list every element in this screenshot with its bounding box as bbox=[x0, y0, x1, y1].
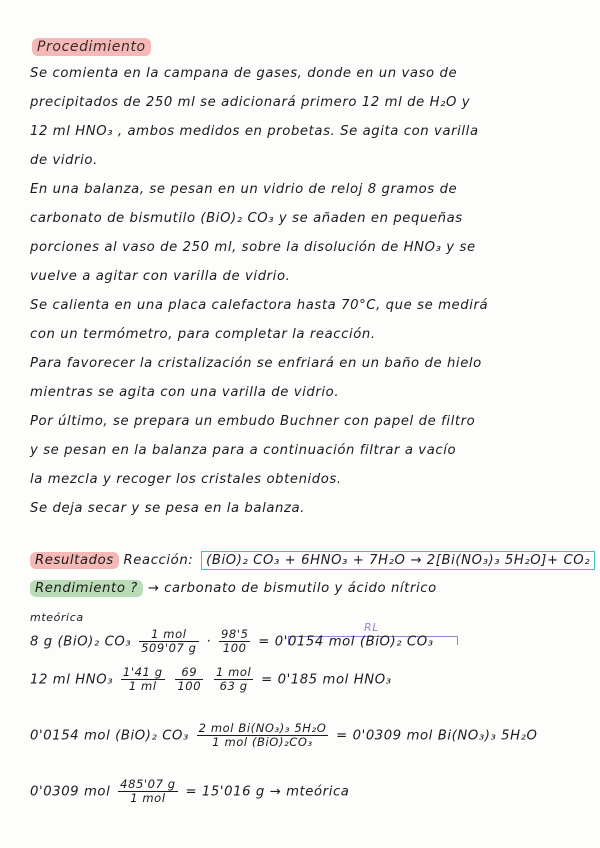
calc3-f1-den: 1 mol (BiO)₂CO₃ bbox=[212, 735, 313, 749]
procedure-line: de vidrio. bbox=[30, 153, 98, 168]
procedure-line: con un termómetro, para completar la reacción. bbox=[30, 327, 376, 342]
calc-row-3 bbox=[30, 722, 538, 749]
calc1-f2-den: 100 bbox=[222, 641, 247, 655]
calc4-f1-den: 1 mol bbox=[130, 791, 166, 805]
results-label: Resultados bbox=[30, 552, 119, 569]
calc-row-2 bbox=[30, 666, 392, 693]
procedure-line: Por último, se prepara un embudo Buchner con papel de filtro bbox=[30, 414, 476, 429]
procedure-line: precipitados de 250 ml se adicionará primero 12 ml de H₂O y bbox=[30, 95, 471, 110]
calc2-f2-num: 69 bbox=[175, 666, 203, 680]
calc2-f1-den: 1 ml bbox=[128, 679, 157, 693]
calc4-result: = 15'016 g → mteórica bbox=[185, 784, 350, 800]
calc2-lead: 12 ml HNO₃ bbox=[30, 672, 114, 688]
calc1-f2-num: 98'5 bbox=[220, 627, 249, 641]
yield-row bbox=[30, 581, 437, 596]
reaction-label: Reacción: bbox=[123, 553, 194, 568]
procedure-line: vuelve a agitar con varilla de vidrio. bbox=[30, 269, 291, 284]
calc3-fraction-1 bbox=[197, 722, 329, 749]
procedure-line: la mezcla y recoger los cristales obtenidos. bbox=[30, 472, 342, 487]
limiting-reagent-label: RL bbox=[364, 621, 379, 634]
reaction-equation: (BiO)₂ CO₃ + 6HNO₃ + 7H₂O → 2[Bi(NO₃)₃ 5H₂O]+ CO₂ bbox=[201, 551, 595, 570]
calc2-fraction-2 bbox=[175, 666, 203, 693]
calc-row-1 bbox=[30, 628, 434, 655]
calc1-result: = 0'0154 mol (BiO)₂ CO₃ bbox=[258, 634, 434, 650]
procedure-line: porciones al vaso de 250 ml, sobre la disolución de HNO₃ y se bbox=[30, 240, 476, 255]
calc2-f2-den: 100 bbox=[177, 679, 202, 693]
calc2-f1-num: 1'41 g bbox=[122, 665, 163, 679]
calc2-f3-num: 1 mol bbox=[215, 665, 252, 679]
calc2-fraction-1 bbox=[121, 666, 165, 693]
calc1-f1-num: 1 mol bbox=[139, 628, 199, 642]
procedure-line: Se deja secar y se pesa en la balanza. bbox=[30, 501, 305, 516]
calc3-lead: 0'0154 mol (BiO)₂ CO₃ bbox=[30, 728, 189, 744]
mteorica-label: mteórica bbox=[30, 611, 84, 624]
calc1-lead: 8 g (BiO)₂ CO₃ bbox=[30, 634, 132, 650]
procedure-line: Para favorecer la cristalización se enfriará en un baño de hielo bbox=[30, 356, 482, 371]
calc4-fraction-1 bbox=[118, 778, 178, 805]
calc-row-4 bbox=[30, 778, 349, 805]
yield-description: → carbonato de bismutilo y ácido nítrico bbox=[147, 581, 437, 596]
calc1-f1-den: 509'07 g bbox=[141, 641, 197, 655]
calc4-lead: 0'0309 mol bbox=[30, 784, 111, 800]
procedure-line: Se calienta en una placa calefactora hasta 70°C, que se medirá bbox=[30, 298, 489, 313]
calc1-fraction-2 bbox=[219, 628, 251, 655]
results-row bbox=[30, 551, 595, 570]
procedure-line: 12 ml HNO₃ , ambos medidos en probetas. Se agita con varilla bbox=[30, 124, 479, 139]
calc3-f1-num: 2 mol Bi(NO₃)₃ 5H₂O bbox=[198, 721, 327, 735]
calc2-fraction-3 bbox=[214, 666, 253, 693]
calc4-f1-num: 485'07 g bbox=[120, 777, 176, 791]
calc2-result: = 0'185 mol HNO₃ bbox=[261, 672, 392, 688]
calc1-fraction-1 bbox=[139, 628, 199, 655]
calc2-f3-den: 63 g bbox=[219, 679, 248, 693]
procedure-line: Se comienta en la campana de gases, donde en un vaso de bbox=[30, 66, 458, 81]
yield-label: Rendimiento ? bbox=[30, 580, 143, 597]
procedure-line: mientras se agita con una varilla de vidrio. bbox=[30, 385, 340, 400]
calc3-result: = 0'0309 mol Bi(NO₃)₃ 5H₂O bbox=[336, 728, 538, 744]
procedure-line: carbonato de bismutilo (BiO)₂ CO₃ y se añaden en pequeñas bbox=[30, 211, 463, 226]
calc1-dot: · bbox=[206, 634, 212, 650]
procedure-line: y se pesan en la balanza para a continuación filtrar a vacío bbox=[30, 443, 457, 458]
section-title-procedimiento: Procedimiento bbox=[32, 38, 151, 56]
procedure-line: En una balanza, se pesan en un vidrio de reloj 8 gramos de bbox=[30, 182, 458, 197]
